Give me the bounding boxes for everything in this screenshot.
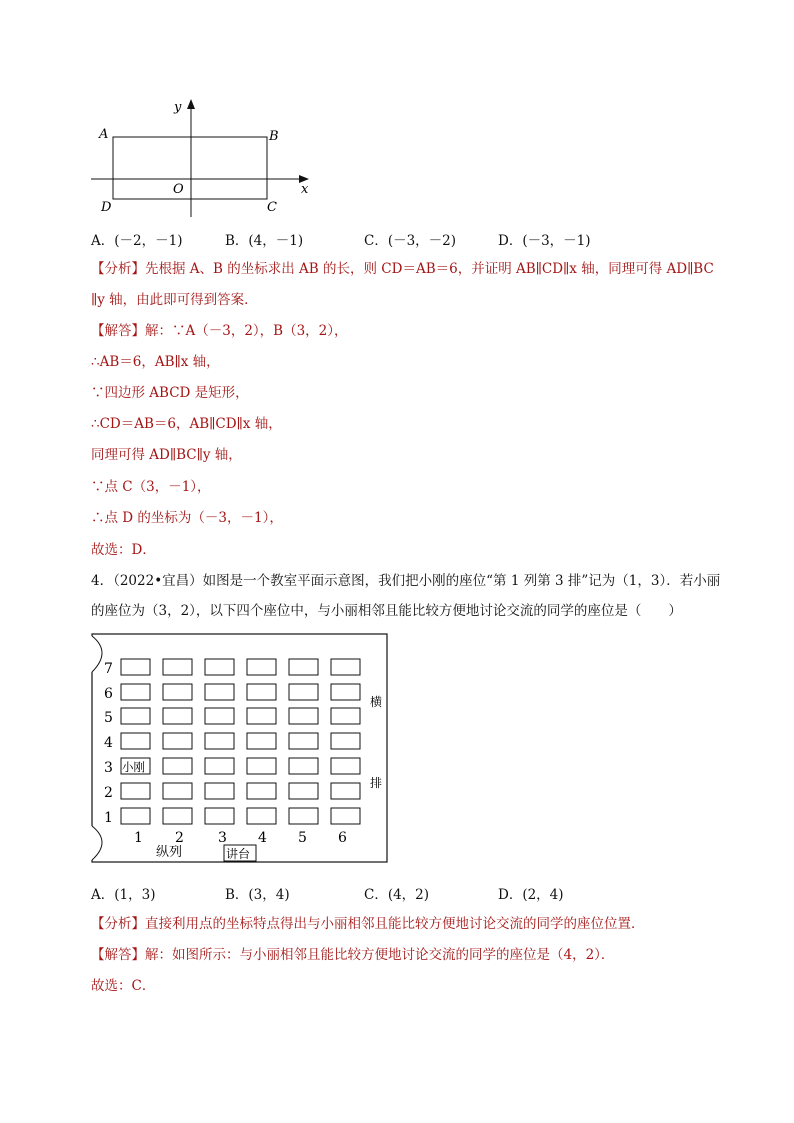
seat (331, 758, 360, 774)
seat (247, 708, 276, 724)
q3-answer-line8: 故选：D． (91, 542, 156, 558)
seat (247, 684, 276, 700)
seat (163, 733, 192, 749)
seat (163, 659, 192, 675)
label-b: B (269, 129, 279, 144)
q3-answer-text1: 解：∵A（－3，2），B（3，2）， (145, 323, 348, 339)
q3-analysis-text1: 先根据 A、B 的坐标求出 AB 的长，则 CD＝AB＝6，并证明 AB∥CD∥x 轴，同理可得 AD∥BC (145, 261, 714, 277)
q4-choose-line: 故选：C． (91, 978, 156, 994)
podium-label: 讲台 (226, 847, 251, 861)
seat (289, 808, 318, 824)
q3-analysis-tag: 【分析】 (91, 261, 145, 277)
seat-grid (121, 659, 360, 824)
q3-answer-line1 (91, 321, 348, 341)
q3-answer-line3: ∵四边形 ABCD 是矩形， (91, 385, 249, 401)
row-number-2: 2 (104, 785, 113, 801)
row-axis-label-top: 横 (370, 695, 383, 709)
seat (121, 659, 150, 675)
seat (205, 684, 234, 700)
seat (331, 783, 360, 799)
col-number-1: 1 (134, 830, 143, 846)
col-number-6: 6 (338, 830, 347, 846)
row-number-1: 1 (104, 810, 113, 826)
label-x: x (301, 182, 309, 197)
seat (121, 708, 150, 724)
col-number-2: 2 (175, 830, 184, 846)
q3-answer-line5: 同理可得 AD∥BC∥y 轴， (91, 447, 242, 463)
column-axis-label: 纵列 (156, 845, 183, 860)
q4-option-a[interactable]: A．(1，3) (91, 887, 156, 903)
seat (121, 808, 150, 824)
rectangle-abcd (113, 137, 267, 199)
q4-stem-line1: 4．（2022•宜昌）如图是一个教室平面示意图，我们把小刚的座位“第 1 列第 3 排”记为（1，3）．若小丽 (91, 573, 721, 589)
q3-analysis-line2: ∥y 轴，由此即可得到答案． (91, 292, 258, 308)
seat (289, 684, 318, 700)
seat (205, 733, 234, 749)
q3-option-b[interactable]: B．(4，－1) (225, 233, 304, 249)
xiaogang-label: 小刚 (122, 760, 145, 774)
row-number-5: 5 (104, 710, 113, 726)
seat (331, 708, 360, 724)
seat (205, 783, 234, 799)
q4-option-c[interactable]: C．(4，2) (364, 887, 430, 903)
q4-answer-tag: 【解答】 (91, 947, 145, 963)
seat (289, 783, 318, 799)
q3-answer-line7: ∴点 D 的坐标为（－3，－1）， (91, 510, 283, 526)
seat (331, 684, 360, 700)
seat (247, 783, 276, 799)
seat (163, 758, 192, 774)
q4-analysis-text: 直接利用点的坐标特点得出与小丽相邻且能比较方便地讨论交流的同学的座位位置． (145, 916, 645, 932)
q3-answer-line6: ∵点 C（3，－1）， (91, 479, 211, 495)
q4-stem-line2: 的座位为（3，2），以下四个座位中，与小丽相邻且能比较方便地讨论交流的同学的座位是（ ） (91, 603, 682, 619)
seat (205, 758, 234, 774)
label-c: C (267, 200, 277, 215)
q3-answer-line2: ∴AB＝6，AB∥x 轴， (91, 354, 220, 370)
row-number-4: 4 (104, 735, 113, 751)
q3-option-c[interactable]: C．(－3，－2) (364, 233, 457, 249)
q3-answer-line4: ∴CD＝AB＝6，AB∥CD∥x 轴， (91, 416, 282, 432)
q3-option-a[interactable]: A．(－2，－1) (91, 233, 183, 249)
seat (163, 808, 192, 824)
q4-option-d[interactable]: D．(2，4) (498, 887, 564, 903)
label-a: A (99, 127, 109, 142)
col-number-4: 4 (258, 830, 267, 846)
seat (289, 758, 318, 774)
q3-answer-tag: 【解答】 (91, 323, 145, 339)
seat (247, 659, 276, 675)
label-d: D (101, 200, 112, 215)
row-axis-label-bottom: 排 (370, 776, 383, 790)
y-axis-arrow (187, 99, 195, 109)
col-number-3: 3 (218, 830, 227, 846)
seat (289, 708, 318, 724)
seat (331, 659, 360, 675)
seat (205, 808, 234, 824)
seat (205, 659, 234, 675)
seat (163, 783, 192, 799)
seat (247, 808, 276, 824)
row-number-3: 3 (104, 760, 113, 776)
label-origin: O (173, 182, 184, 197)
q4-option-b[interactable]: B．(3，4) (225, 887, 290, 903)
col-number-5: 5 (298, 830, 307, 846)
rectangle-coordinate-figure (85, 95, 325, 220)
label-y: y (174, 100, 182, 115)
seat (121, 783, 150, 799)
seat (247, 733, 276, 749)
row-number-6: 6 (104, 686, 113, 702)
q4-analysis-tag: 【分析】 (91, 916, 145, 932)
classroom-outline (92, 634, 387, 862)
row-number-7: 7 (104, 661, 113, 677)
q4-answer-text: 解：如图所示：与小丽相邻且能比较方便地讨论交流的同学的座位是（4，2）． (145, 947, 615, 963)
classroom-seat-diagram (90, 632, 392, 866)
seat (205, 708, 234, 724)
seat (289, 659, 318, 675)
seat (121, 733, 150, 749)
seat (121, 684, 150, 700)
seat (289, 733, 318, 749)
seat (331, 808, 360, 824)
q4-analysis-line (91, 914, 645, 934)
q3-analysis-line1 (91, 259, 714, 279)
q3-option-d[interactable]: D．(－3，－1) (498, 233, 591, 249)
seat (163, 684, 192, 700)
q4-answer-line (91, 945, 614, 965)
seat (331, 733, 360, 749)
seat (247, 758, 276, 774)
seat (163, 708, 192, 724)
